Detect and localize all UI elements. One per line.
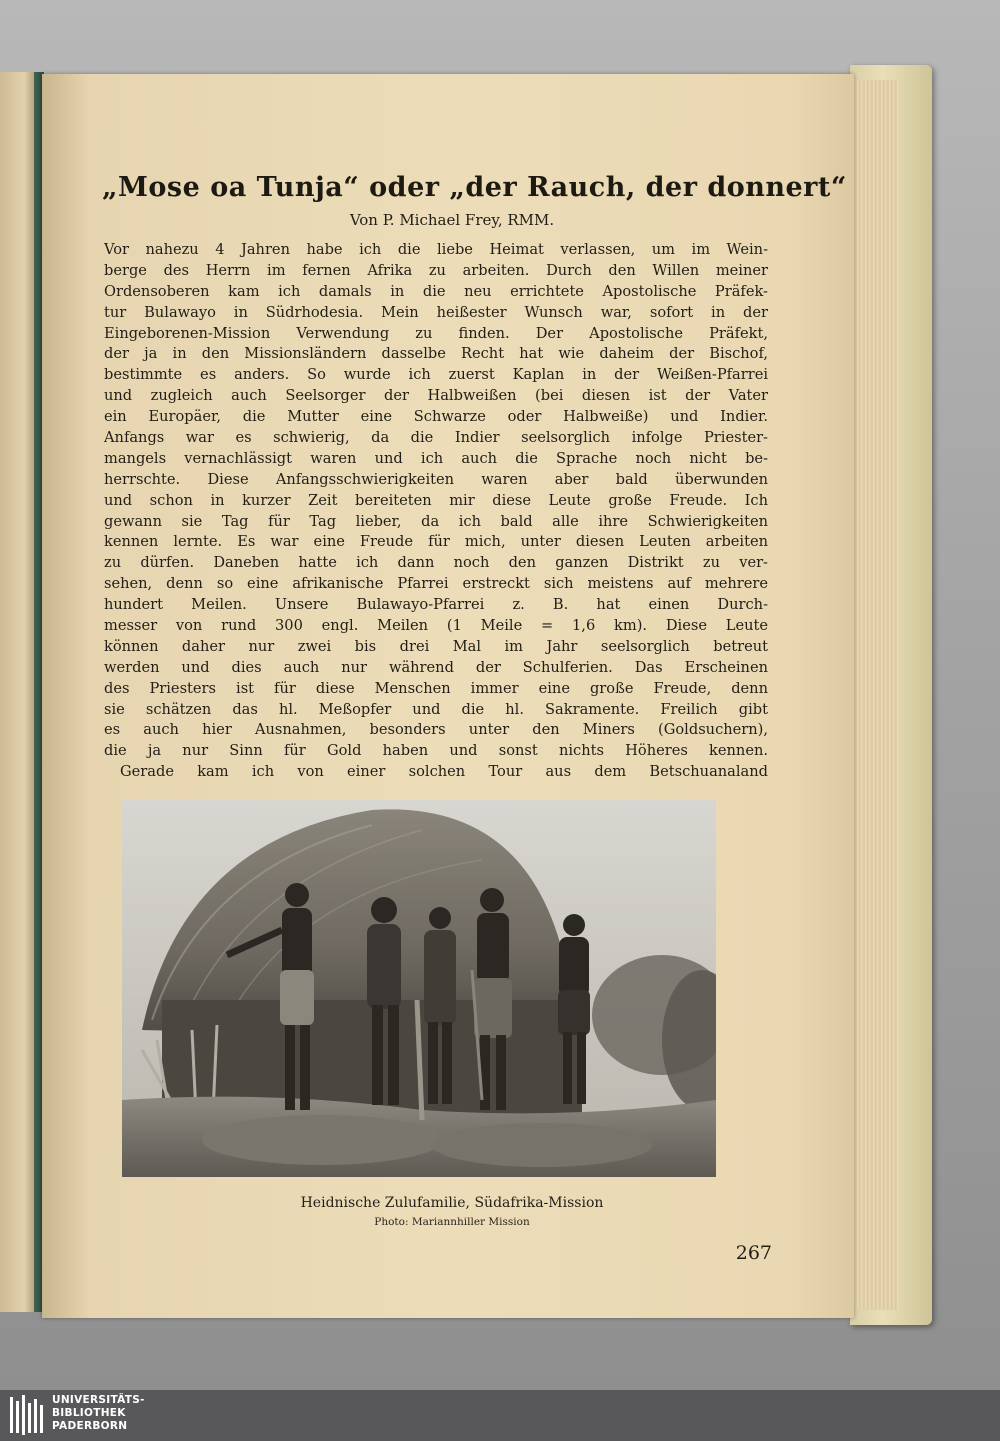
- text-line: ein Europäer, die Mutter eine Schwarze oder Halbweiße) und Indier.: [104, 408, 768, 426]
- text-line: bestimmte es anders. So wurde ich zuerst Kaplan in der Weißen-Pfarrei: [104, 366, 768, 384]
- text-line: sehen, denn so eine afrikanische Pfarrei erstreckt sich meistens auf mehrere: [104, 575, 768, 593]
- text-line: der ja in den Missionsländern dasselbe Recht hat wie daheim der Bischof,: [104, 345, 768, 363]
- text-line: hundert Meilen. Unsere Bulawayo-Pfarrei z. B. hat einen Durch-: [104, 596, 768, 614]
- text-line: kennen lernte. Es war eine Freude für mich, unter diesen Leuten arbeiten: [104, 533, 768, 551]
- logo-line: PADERBORN: [52, 1420, 128, 1432]
- text-line: mangels vernachlässigt waren und ich auch die Sprache noch nicht be-: [104, 449, 768, 467]
- text-line: berge des Herrn im fernen Afrika zu arbeiten. Durch den Willen meiner: [104, 261, 768, 279]
- article-byline: Von P. Michael Frey, RMM.: [349, 211, 555, 229]
- logo-line: BIBLIOTHEK: [52, 1407, 126, 1419]
- text-line: können daher nur zwei bis drei Mal im Jahr seelsorglich betreut: [104, 637, 768, 655]
- text-line: gewann sie Tag für Tag lieber, da ich bald alle ihre Schwierigkeiten: [104, 512, 768, 530]
- text-line: und zugleich auch Seelsorger der Halbweißen (bei diesen ist der Vater: [104, 387, 768, 405]
- text-line: des Priesters ist für diese Menschen immer eine große Freude, denn: [104, 679, 768, 697]
- library-logo-text: [52, 1394, 192, 1433]
- text-line: Eingeborenen-Mission Verwendung zu finden. Der Apostolische Präfekt,: [104, 324, 768, 342]
- photo-caption: Heidnische Zulufamilie, Südafrika-Mission: [300, 1195, 604, 1211]
- logo-line: UNIVERSITÄTS-: [52, 1394, 145, 1406]
- zulu-family-photo: [122, 800, 716, 1177]
- book-page: [42, 74, 854, 1318]
- text-line: die ja nur Sinn für Gold haben und sonst nichts Höheres kennen.: [104, 742, 768, 760]
- article-body: [104, 240, 768, 783]
- text-line: tur Bulawayo in Südrhodesia. Mein heißester Wunsch war, sofort in der: [104, 303, 768, 321]
- text-line: messer von rund 300 engl. Meilen (1 Meile = 1,6 km). Diese Leute: [104, 617, 768, 635]
- text-line: zu dürfen. Daneben hatte ich dann noch den ganzen Distrikt zu ver-: [104, 554, 768, 572]
- text-line: Vor nahezu 4 Jahren habe ich die liebe Heimat verlassen, um im Wein-: [104, 241, 768, 258]
- text-line: Gerade kam ich von einer solchen Tour aus dem Betschuanaland: [120, 763, 768, 781]
- text-line: herrschte. Diese Anfangsschwierigkeiten waren aber bald überwunden: [104, 470, 768, 488]
- page-number: 267: [735, 1242, 772, 1264]
- library-logo-icon: [10, 1393, 46, 1437]
- text-line: und schon in kurzer Zeit bereiteten mir diese Leute große Freude. Ich: [104, 491, 768, 509]
- text-line: sie schätzen das hl. Meßopfer und die hl. Sakramente. Freilich gibt: [104, 700, 768, 718]
- photo-credit: Photo: Mariannhiller Mission: [374, 1216, 530, 1228]
- text-line: Ordensoberen kam ich damals in die neu errichtete Apostolische Präfek-: [104, 282, 768, 300]
- article-title: „Mose oa Tunja“ oder „der Rauch, der donnert“: [102, 172, 847, 203]
- text-line: es auch hier Ausnahmen, besonders unter den Miners (Goldsuchern),: [104, 721, 768, 739]
- text-line: werden und dies auch nur während der Schulferien. Das Erscheinen: [104, 658, 768, 676]
- photo-illustration: [122, 800, 716, 1177]
- text-line: Anfangs war es schwierig, da die Indier seelsorglich infolge Priester-: [104, 429, 768, 447]
